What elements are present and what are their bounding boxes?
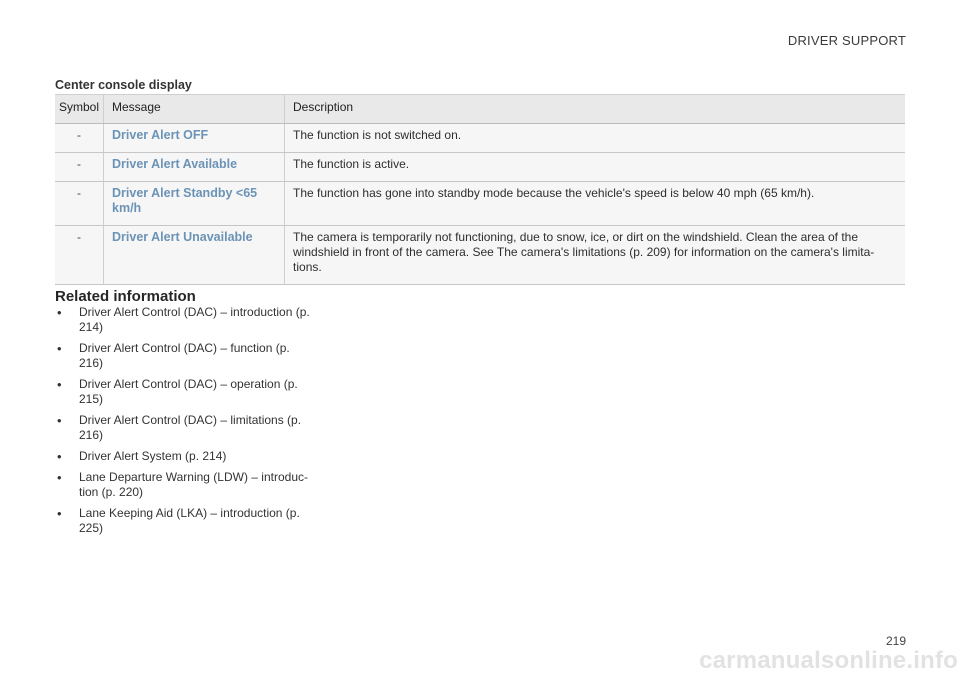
column-header-message: Message <box>104 95 285 124</box>
column-header-symbol: Symbol <box>55 95 104 124</box>
table-row <box>55 153 905 182</box>
list-item[interactable] <box>55 341 315 371</box>
row-message: Driver Alert Standby <65 km/h <box>104 182 285 226</box>
list-item[interactable] <box>55 305 315 335</box>
table-row <box>55 124 905 153</box>
watermark: carmanualsonline.info <box>699 647 958 674</box>
list-item-text[interactable]: Lane Departure Warning (LDW) – introduc-tion (p. 220) <box>79 470 308 499</box>
bullet-icon: • <box>57 470 62 485</box>
row-description: The function is not switched on. <box>285 124 905 153</box>
table-row <box>55 226 905 285</box>
row-symbol: - <box>55 124 104 153</box>
display-messages-table <box>55 94 905 285</box>
bullet-icon: • <box>57 506 62 521</box>
bullet-icon: • <box>57 377 62 392</box>
row-message: Driver Alert OFF <box>104 124 285 153</box>
row-description: The camera is temporarily not functioning, due to snow, ice, or dirt on the windshield. Clean the area of the windshield in front of the camera. See The camera's limitations (p. 209) for information on the camera's limita-tions. <box>285 226 905 285</box>
list-item[interactable] <box>55 413 315 443</box>
list-item[interactable] <box>55 449 315 464</box>
list-item[interactable] <box>55 470 315 500</box>
bullet-icon: • <box>57 341 62 356</box>
related-information-list <box>55 305 315 542</box>
page-number: 219 <box>885 634 906 648</box>
table-title: Center console display <box>55 78 192 92</box>
related-information-heading: Related information <box>55 288 196 305</box>
list-item-text[interactable]: Driver Alert Control (DAC) – function (p. 216) <box>79 341 290 370</box>
list-item[interactable] <box>55 506 315 536</box>
table-header-row <box>55 95 905 124</box>
row-description: The function has gone into standby mode because the vehicle's speed is below 40 mph (65 km/h). <box>285 182 905 226</box>
row-message: Driver Alert Available <box>104 153 285 182</box>
bullet-icon: • <box>57 413 62 428</box>
list-item-text[interactable]: Lane Keeping Aid (LKA) – introduction (p. 225) <box>79 506 300 535</box>
list-item-text[interactable]: Driver Alert Control (DAC) – operation (p. 215) <box>79 377 298 406</box>
row-description: The function is active. <box>285 153 905 182</box>
row-symbol: - <box>55 153 104 182</box>
bullet-icon: • <box>57 305 62 320</box>
row-message: Driver Alert Unavailable <box>104 226 285 285</box>
list-item-text[interactable]: Driver Alert System (p. 214) <box>79 449 227 463</box>
row-symbol: - <box>55 182 104 226</box>
column-header-description: Description <box>285 95 905 124</box>
row-symbol: - <box>55 226 104 285</box>
section-header: DRIVER SUPPORT <box>787 33 906 48</box>
list-item[interactable] <box>55 377 315 407</box>
bullet-icon: • <box>57 449 62 464</box>
list-item-text[interactable]: Driver Alert Control (DAC) – introduction (p. 214) <box>79 305 310 334</box>
table-row <box>55 182 905 226</box>
list-item-text[interactable]: Driver Alert Control (DAC) – limitations (p. 216) <box>79 413 302 442</box>
